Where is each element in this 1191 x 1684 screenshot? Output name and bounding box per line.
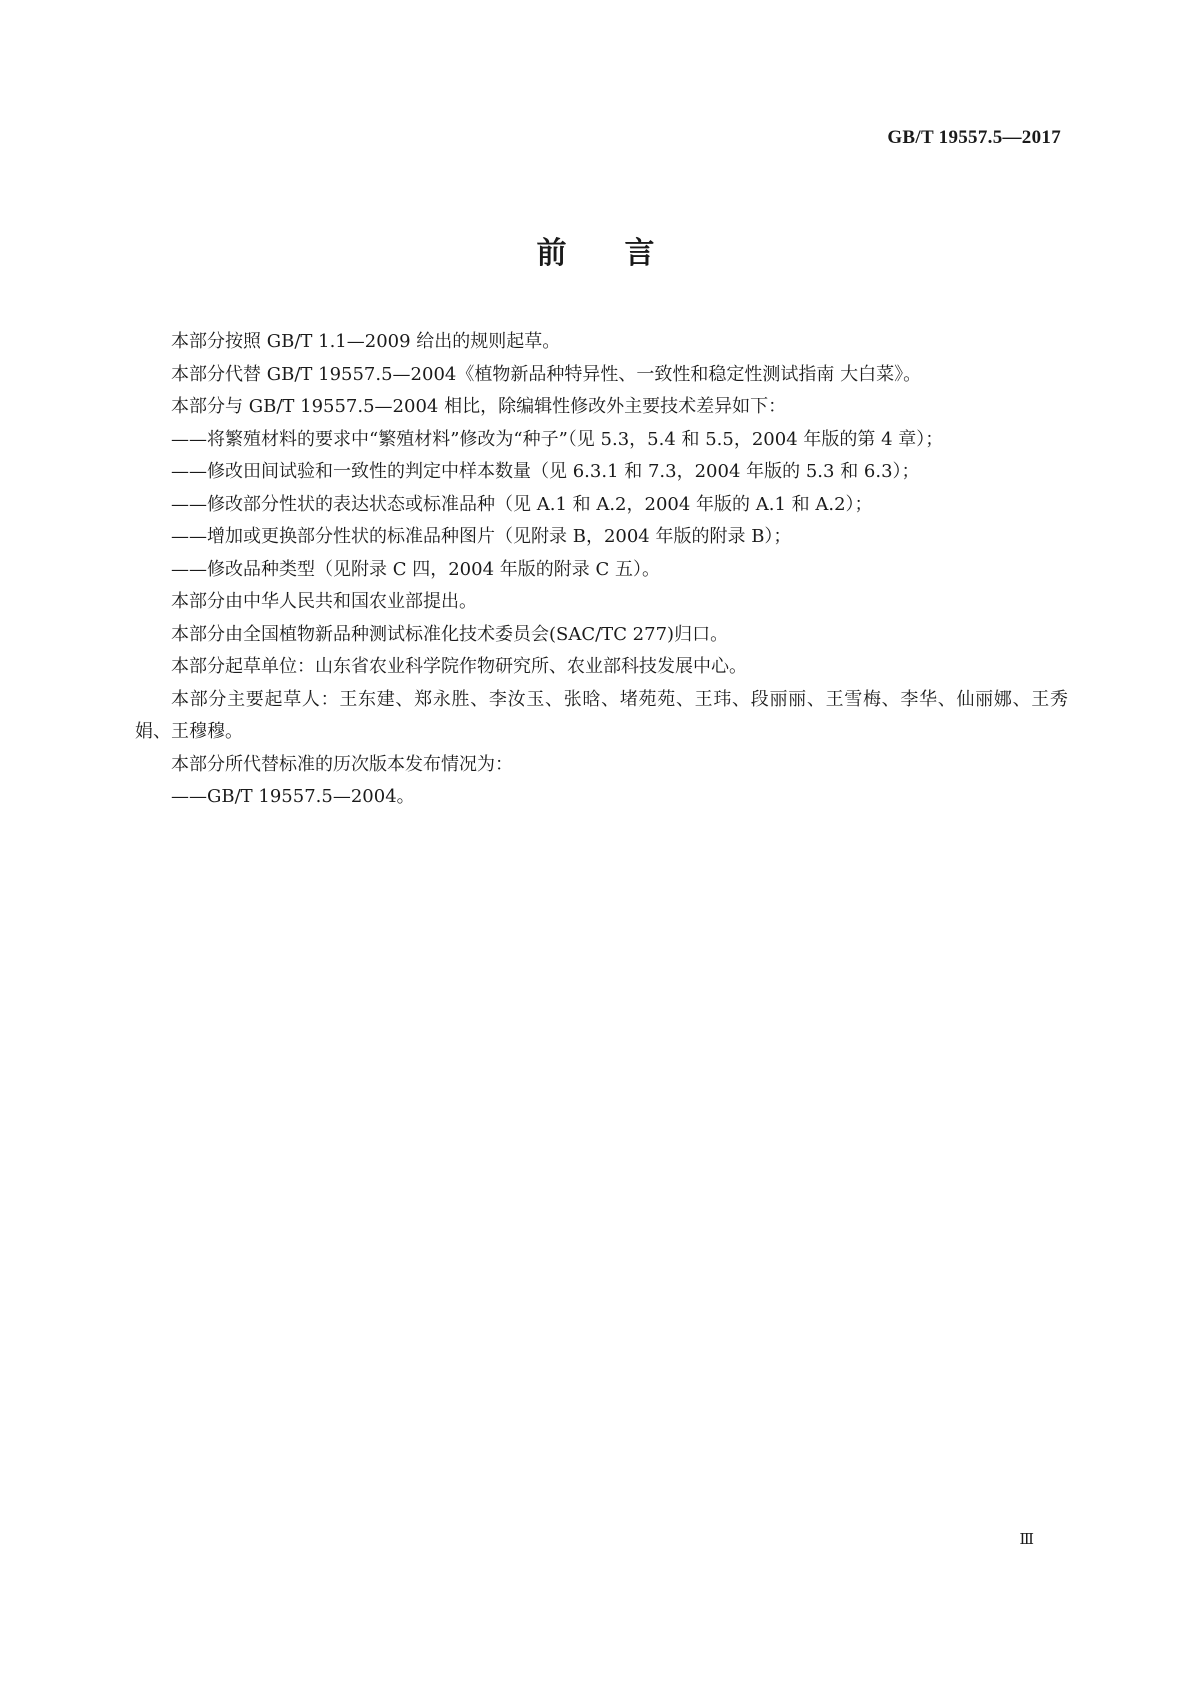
- list-item-difference: ——将繁殖材料的要求中“繁殖材料”修改为“种子”（见 5.3，5.4 和 5.5，2004 年版的第 4 章）；: [171, 428, 944, 450]
- document-code: GB/T 19557.5—2017: [887, 127, 1061, 148]
- list-item-difference: ——增加或更换部分性状的标准品种图片（见附录 B，2004 年版的附录 B）；: [171, 526, 792, 547]
- paragraph-previous-editions: 本部分所代替标准的历次版本发布情况为：: [171, 753, 513, 775]
- paragraph-centralized-by: 本部分由全国植物新品种测试标准化技术委员会(SAC/TC 277)归口。: [171, 623, 729, 645]
- list-item-difference: ——修改部分性状的表达状态或标准品种（见 A.1 和 A.2，2004 年版的 A.1 和 A.2）；: [171, 493, 873, 515]
- paragraph-drafting-units: 本部分起草单位：山东省农业科学院作物研究所、农业部科技发展中心。: [171, 656, 747, 677]
- paragraph-drafting-rules: 本部分按照 GB/T 1.1—2009 给出的规则起草。: [171, 331, 561, 352]
- paragraph-drafters: 本部分主要起草人：王东建、郑永胜、李汝玉、张晗、堵苑苑、王玮、段丽丽、王雪梅、李华、仙丽娜、王秀娟、王穆穆。: [135, 688, 1068, 742]
- paragraph-differences-intro: 本部分与 GB/T 19557.5—2004 相比，除编辑性修改外主要技术差异如下：: [171, 396, 787, 417]
- list-item-previous-edition: ——GB/T 19557.5—2004。: [171, 786, 415, 807]
- list-item-difference: ——修改品种类型（见附录 C 四，2004 年版的附录 C 五）。: [171, 558, 660, 580]
- foreword-body: [135, 326, 1068, 814]
- paragraph-replaces: 本部分代替 GB/T 19557.5—2004《植物新品种特异性、一致性和稳定性测试指南 大白菜》。: [171, 363, 922, 385]
- section-title: 前言: [536, 236, 713, 271]
- page-number: Ⅲ: [1019, 1532, 1033, 1548]
- paragraph-proposed-by: 本部分由中华人民共和国农业部提出。: [171, 591, 477, 612]
- list-item-difference: ——修改田间试验和一致性的判定中样本数量（见 6.3.1 和 7.3，2004 年版的 5.3 和 6.3）；: [171, 461, 920, 482]
